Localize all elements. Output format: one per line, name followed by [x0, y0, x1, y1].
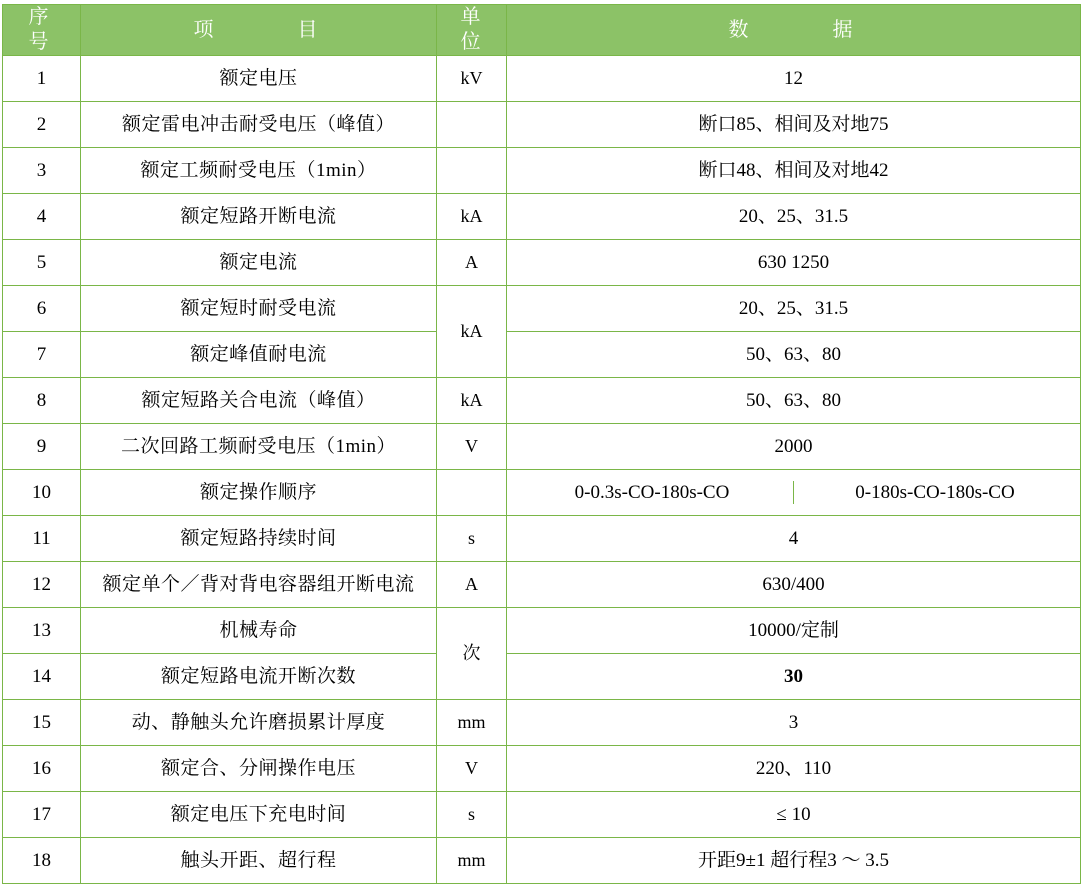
row-data: 10000/定制 — [507, 608, 1081, 654]
row-index: 12 — [3, 562, 81, 608]
row-data: 12 — [507, 56, 1081, 102]
row-index: 3 — [3, 148, 81, 194]
row-index: 4 — [3, 194, 81, 240]
row-unit: V — [437, 746, 507, 792]
row-unit — [437, 470, 507, 516]
row-item: 触头开距、超行程 — [81, 838, 437, 884]
row-index: 5 — [3, 240, 81, 286]
row-data: 220、110 — [507, 746, 1081, 792]
table-row — [3, 240, 1081, 286]
row-data: 50、63、80 — [507, 332, 1081, 378]
table-row — [3, 654, 1081, 700]
row-index: 18 — [3, 838, 81, 884]
row-data: 630 1250 — [507, 240, 1081, 286]
row-item: 额定短路关合电流（峰值） — [81, 378, 437, 424]
row-data — [507, 470, 1081, 516]
row-item: 额定单个／背对背电容器组开断电流 — [81, 562, 437, 608]
row-data: ≤ 10 — [507, 792, 1081, 838]
row-data: 30 — [507, 654, 1081, 700]
row-index: 8 — [3, 378, 81, 424]
row-item: 额定电压 — [81, 56, 437, 102]
row-index: 15 — [3, 700, 81, 746]
row-item: 额定峰值耐电流 — [81, 332, 437, 378]
table-header-row — [3, 5, 1081, 56]
header-unit: 单 位 — [437, 5, 507, 56]
row-index: 10 — [3, 470, 81, 516]
table-row — [3, 746, 1081, 792]
row-data-split — [511, 481, 1076, 505]
table-row — [3, 56, 1081, 102]
row-item: 额定短时耐受电流 — [81, 286, 437, 332]
row-data: 4 — [507, 516, 1081, 562]
table-row — [3, 424, 1081, 470]
table-row — [3, 102, 1081, 148]
row-unit: A — [437, 562, 507, 608]
row-unit: s — [437, 792, 507, 838]
table-row — [3, 516, 1081, 562]
row-index: 1 — [3, 56, 81, 102]
row-data: 3 — [507, 700, 1081, 746]
row-item: 额定电压下充电时间 — [81, 792, 437, 838]
row-unit: V — [437, 424, 507, 470]
header-item: 项 目 — [81, 5, 437, 56]
row-data: 50、63、80 — [507, 378, 1081, 424]
table-row — [3, 286, 1081, 332]
row-unit: kV — [437, 56, 507, 102]
table-row — [3, 608, 1081, 654]
row-index: 7 — [3, 332, 81, 378]
row-unit: 次 — [437, 608, 507, 700]
row-data: 630/400 — [507, 562, 1081, 608]
row-index: 17 — [3, 792, 81, 838]
table-row — [3, 470, 1081, 516]
specifications-table — [2, 4, 1081, 884]
row-unit — [437, 148, 507, 194]
row-index: 9 — [3, 424, 81, 470]
header-data: 数 据 — [507, 5, 1081, 56]
table-row — [3, 148, 1081, 194]
row-data: 断口48、相间及对地42 — [507, 148, 1081, 194]
row-unit — [437, 102, 507, 148]
row-data-split-part: 0-0.3s-CO-180s-CO — [511, 481, 794, 505]
row-index: 2 — [3, 102, 81, 148]
table-row — [3, 700, 1081, 746]
row-item: 额定操作顺序 — [81, 470, 437, 516]
table-row — [3, 332, 1081, 378]
row-unit: mm — [437, 838, 507, 884]
row-index: 16 — [3, 746, 81, 792]
row-index: 11 — [3, 516, 81, 562]
table-body — [3, 56, 1081, 884]
row-item: 额定电流 — [81, 240, 437, 286]
row-item: 动、静触头允许磨损累计厚度 — [81, 700, 437, 746]
table-row — [3, 378, 1081, 424]
row-data: 断口85、相间及对地75 — [507, 102, 1081, 148]
row-item: 额定雷电冲击耐受电压（峰值） — [81, 102, 437, 148]
row-item: 额定短路持续时间 — [81, 516, 437, 562]
row-data-split-part: 0-180s-CO-180s-CO — [855, 481, 1015, 503]
row-data: 20、25、31.5 — [507, 286, 1081, 332]
row-unit: kA — [437, 194, 507, 240]
row-item: 二次回路工频耐受电压（1min） — [81, 424, 437, 470]
row-item: 额定合、分闸操作电压 — [81, 746, 437, 792]
row-index: 13 — [3, 608, 81, 654]
row-unit: mm — [437, 700, 507, 746]
row-item: 额定短路电流开断次数 — [81, 654, 437, 700]
row-item: 额定短路开断电流 — [81, 194, 437, 240]
row-index: 14 — [3, 654, 81, 700]
table-row — [3, 792, 1081, 838]
table-row — [3, 562, 1081, 608]
header-index: 序 号 — [3, 5, 81, 56]
row-data: 20、25、31.5 — [507, 194, 1081, 240]
table-row — [3, 838, 1081, 884]
row-index: 6 — [3, 286, 81, 332]
row-item: 机械寿命 — [81, 608, 437, 654]
row-data: 开距9±1 超行程3 ～ 3.5 — [507, 838, 1081, 884]
row-item: 额定工频耐受电压（1min） — [81, 148, 437, 194]
row-data: 2000 — [507, 424, 1081, 470]
row-unit: s — [437, 516, 507, 562]
row-unit: kA — [437, 378, 507, 424]
row-unit: A — [437, 240, 507, 286]
table-header — [3, 5, 1081, 56]
table-row — [3, 194, 1081, 240]
row-unit: kA — [437, 286, 507, 378]
